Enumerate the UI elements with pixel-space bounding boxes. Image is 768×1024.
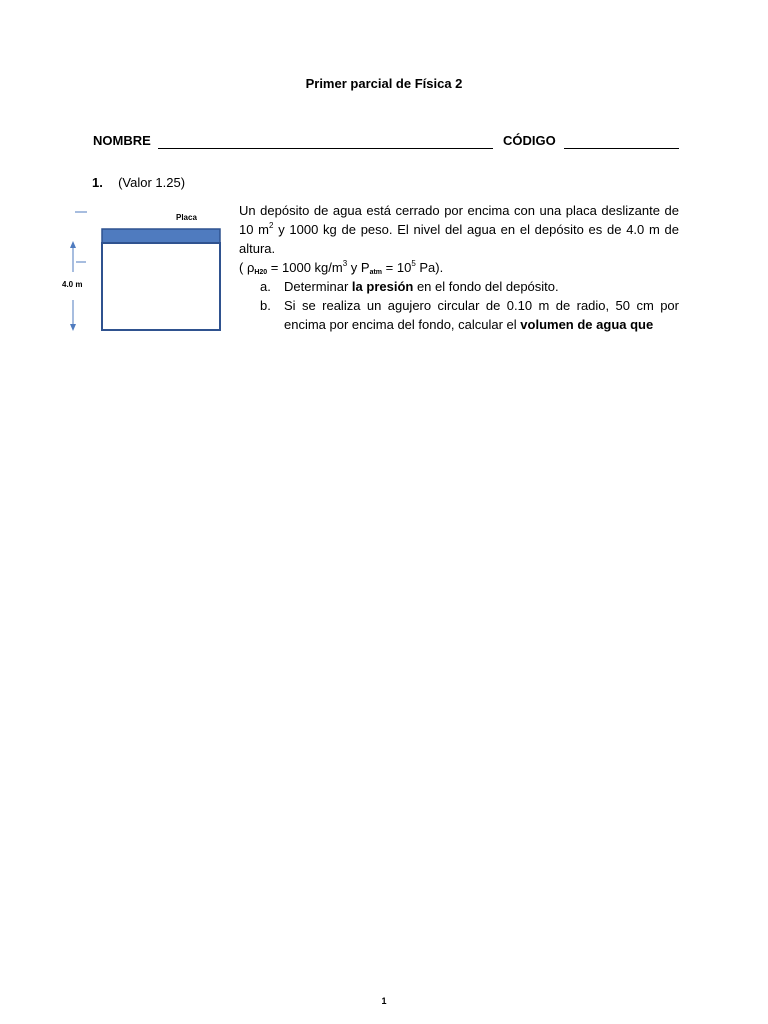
water-tank — [102, 243, 220, 330]
problem-statement: Un depósito de agua está cerrado por encima con una placa deslizante de 10 $m^2$ y 1000 kg de peso. El nivel del agua en el depósito es de 4.0 m de altura. — [239, 203, 679, 256]
arrow-down-icon — [70, 324, 76, 331]
code-field-line[interactable] — [564, 148, 679, 149]
plate-label: Placa — [176, 213, 197, 222]
sliding-plate — [102, 229, 220, 243]
question-value: (Valor 1.25) — [118, 175, 186, 190]
given-data: ( $\rho_{H20} = 1000$ $kg/m^3$ y $P_{atm} = 10^5$ Pa). — [239, 259, 444, 276]
question-header — [92, 175, 185, 190]
question-text — [239, 201, 679, 334]
page-number: 1 — [381, 996, 387, 1006]
arrow-up-icon — [70, 241, 76, 248]
code-label: CÓDIGO — [503, 133, 556, 148]
height-label: 4.0 m — [62, 280, 83, 289]
question-number: 1. — [92, 175, 103, 190]
name-field-line[interactable] — [158, 148, 493, 149]
page-title: Primer parcial de Física 2 — [305, 76, 463, 91]
name-label: NOMBRE — [93, 133, 151, 148]
sub-question-b: b. Si se realiza un agujero circular de 0.10 m de radio, 50 cm por encima por encima del fondo, calcular el volumen de agua que — [260, 298, 679, 332]
sub-question-list — [239, 277, 679, 334]
sub-question-a: a. Determinar la presión en el fondo del depósito. — [260, 279, 559, 294]
tank-figure — [60, 200, 230, 340]
